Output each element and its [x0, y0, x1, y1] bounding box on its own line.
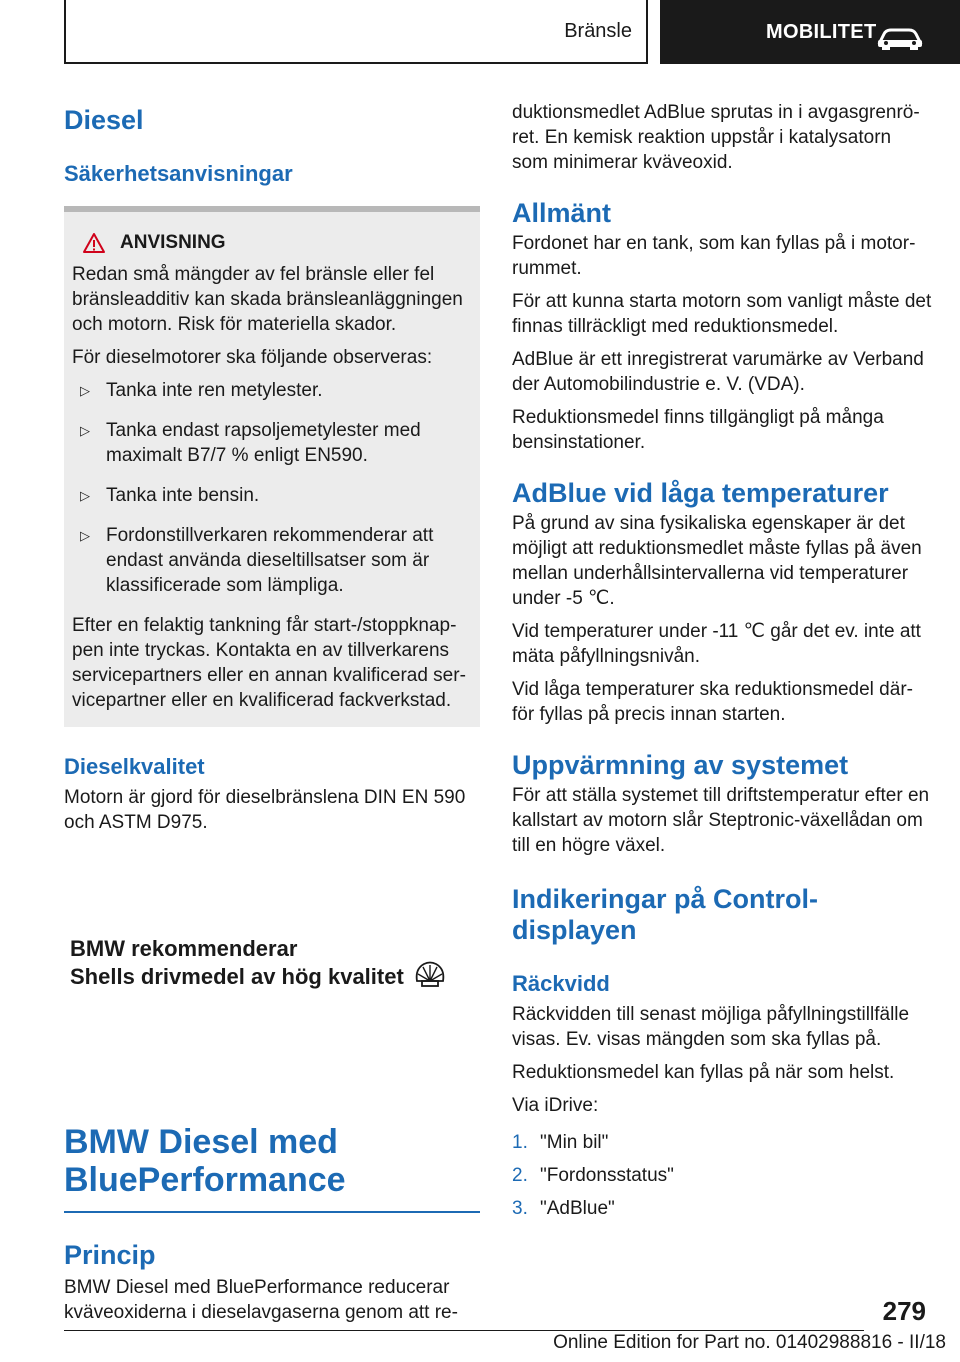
- range-paragraph: Via iDrive:: [512, 1095, 599, 1116]
- heading-line: BMW Diesel med: [64, 1123, 338, 1161]
- shell-recommendation: [64, 935, 480, 991]
- principle-text: BMW Diesel med BluePerformance reducerar kväveoxiderna i dieselavgaserna genom att re-: [64, 1277, 458, 1323]
- car-icon: [876, 28, 924, 50]
- header-chapter: [660, 0, 960, 64]
- notice-paragraph: Redan små mängder av fel bränsle eller fel bränsleadditiv kan skada bränsleanläggningen och motorn. Risk för materiella skador.: [72, 264, 463, 335]
- step-number: 1.: [512, 1132, 528, 1153]
- notice-title: [82, 232, 472, 254]
- safety-subtitle: Säkerhetsanvisningar: [64, 161, 293, 186]
- right-column: [512, 100, 932, 1229]
- triangle-bullet-icon: ▷: [80, 528, 90, 543]
- heading-line: Indikeringar på Control-: [512, 884, 819, 914]
- triangle-bullet-icon: ▷: [80, 423, 90, 438]
- step-text: "Fordonsstatus": [540, 1165, 674, 1186]
- range-paragraph: Räckvidden till senast möjliga påfyllningstillfälle visas. Ev. visas mängden som ska fyllas på.: [512, 1004, 910, 1050]
- shell-line: BMW rekommenderar: [70, 936, 298, 961]
- step-text: "AdBlue": [540, 1198, 615, 1219]
- general-paragraph: För att kunna starta motorn som vanligt måste det finnas tillräckligt med reduktionsmedel.: [512, 291, 932, 337]
- general-paragraph: Reduktionsmedel finns tillgängligt på många bensinstationer.: [512, 407, 884, 453]
- continued-text: duktionsmedlet AdBlue sprutas in i avgasgrenrö- ret. En kemisk reaktion uppstår i katalysatorn som minimerar kväveoxid.: [512, 102, 920, 173]
- list-item: [72, 418, 472, 476]
- step-text: "Min bil": [540, 1132, 609, 1153]
- diesel-quality-text: Motorn är gjord för dieselbränslena DIN EN 590 och ASTM D975.: [64, 787, 466, 833]
- lowtemp-paragraph: Vid låga temperaturer ska reduktionsmedel där- för fyllas på precis innan starten.: [512, 679, 913, 725]
- warning-icon: [82, 232, 106, 254]
- step-number: 3.: [512, 1198, 528, 1219]
- heading-line: displayen: [512, 915, 637, 945]
- general-heading: Allmänt: [512, 198, 612, 228]
- diesel-title: Diesel: [64, 105, 144, 135]
- notice-label: ANVISNING: [120, 232, 226, 253]
- lowtemp-paragraph: Vid temperaturer under -11 ℃ går det ev. inte att mäta påfyllningsnivån.: [512, 621, 921, 667]
- warmup-paragraph: För att ställa systemet till driftstemperatur efter en kallstart av motorn slår Steptronic-växellådan om till en högre växel.: [512, 785, 930, 856]
- general-paragraph: Fordonet har en tank, som kan fyllas på i motor- rummet.: [512, 233, 916, 279]
- header-section: [64, 0, 648, 64]
- display-heading: [512, 884, 932, 946]
- principle-heading: Princip: [64, 1240, 156, 1270]
- lowtemp-heading: AdBlue vid låga temperaturer: [512, 478, 889, 508]
- list-item: [72, 378, 472, 411]
- notice-paragraph: För dieselmotorer ska följande observeras:: [72, 347, 433, 368]
- heading-line: BluePerformance: [64, 1161, 346, 1199]
- section-title: Bränsle: [564, 19, 632, 42]
- list-item: [512, 1130, 932, 1155]
- diesel-quality-heading: Dieselkvalitet: [64, 754, 205, 779]
- page-number: 279: [882, 1296, 926, 1326]
- notice-box: [64, 206, 480, 727]
- triangle-bullet-icon: ▷: [80, 488, 90, 503]
- chapter-title: MOBILITET: [766, 20, 877, 43]
- triangle-bullet-icon: ▷: [80, 383, 90, 398]
- range-paragraph: Reduktionsmedel kan fyllas på när som helst.: [512, 1062, 895, 1083]
- heading-divider: [64, 1211, 480, 1213]
- warmup-heading: Uppvärmning av systemet: [512, 750, 849, 780]
- notice-paragraph: Efter en felaktig tankning får start-/stoppknap- pen inte tryckas. Kontakta en av tillverkarens servicepartners eller en annan kvalificerad ser- vicepartner eller en kvalificerad fackverkstad.: [72, 615, 466, 711]
- list-item-text: Tanka inte ren metylester.: [106, 380, 323, 401]
- list-item-text: Fordonstillverkaren rekommenderar att endast använda dieseltillsatser som är klassificerade som lämpliga.: [106, 525, 434, 596]
- range-heading: Räckvidd: [512, 971, 610, 996]
- online-edition-text: Online Edition for Part no. 01402988816 - II/18: [553, 1332, 946, 1353]
- shell-logo-icon: [414, 961, 446, 989]
- list-item: [72, 483, 472, 516]
- list-item: [72, 523, 472, 606]
- blueperformance-heading: [64, 1123, 480, 1199]
- general-paragraph: AdBlue är ett inregistrerat varumärke av Verband der Automobilindustrie e. V. (VDA).: [512, 349, 924, 395]
- list-item-text: Tanka inte bensin.: [106, 485, 260, 506]
- list-item-text: Tanka endast rapsoljemetylester med maximalt B7/7 % enligt EN590.: [106, 420, 421, 466]
- list-item: [512, 1196, 932, 1221]
- lowtemp-paragraph: På grund av sina fysikaliska egenskaper är det möjligt att reduktionsmedlet måste fyllas på även mellan underhållsintervallerna vid temperaturer under -5 ℃.: [512, 513, 922, 609]
- footer-divider: [64, 1330, 864, 1331]
- list-item: [512, 1163, 932, 1188]
- left-column: [64, 92, 480, 1325]
- step-number: 2.: [512, 1165, 528, 1186]
- shell-line: Shells drivmedel av hög kvalitet: [70, 964, 404, 989]
